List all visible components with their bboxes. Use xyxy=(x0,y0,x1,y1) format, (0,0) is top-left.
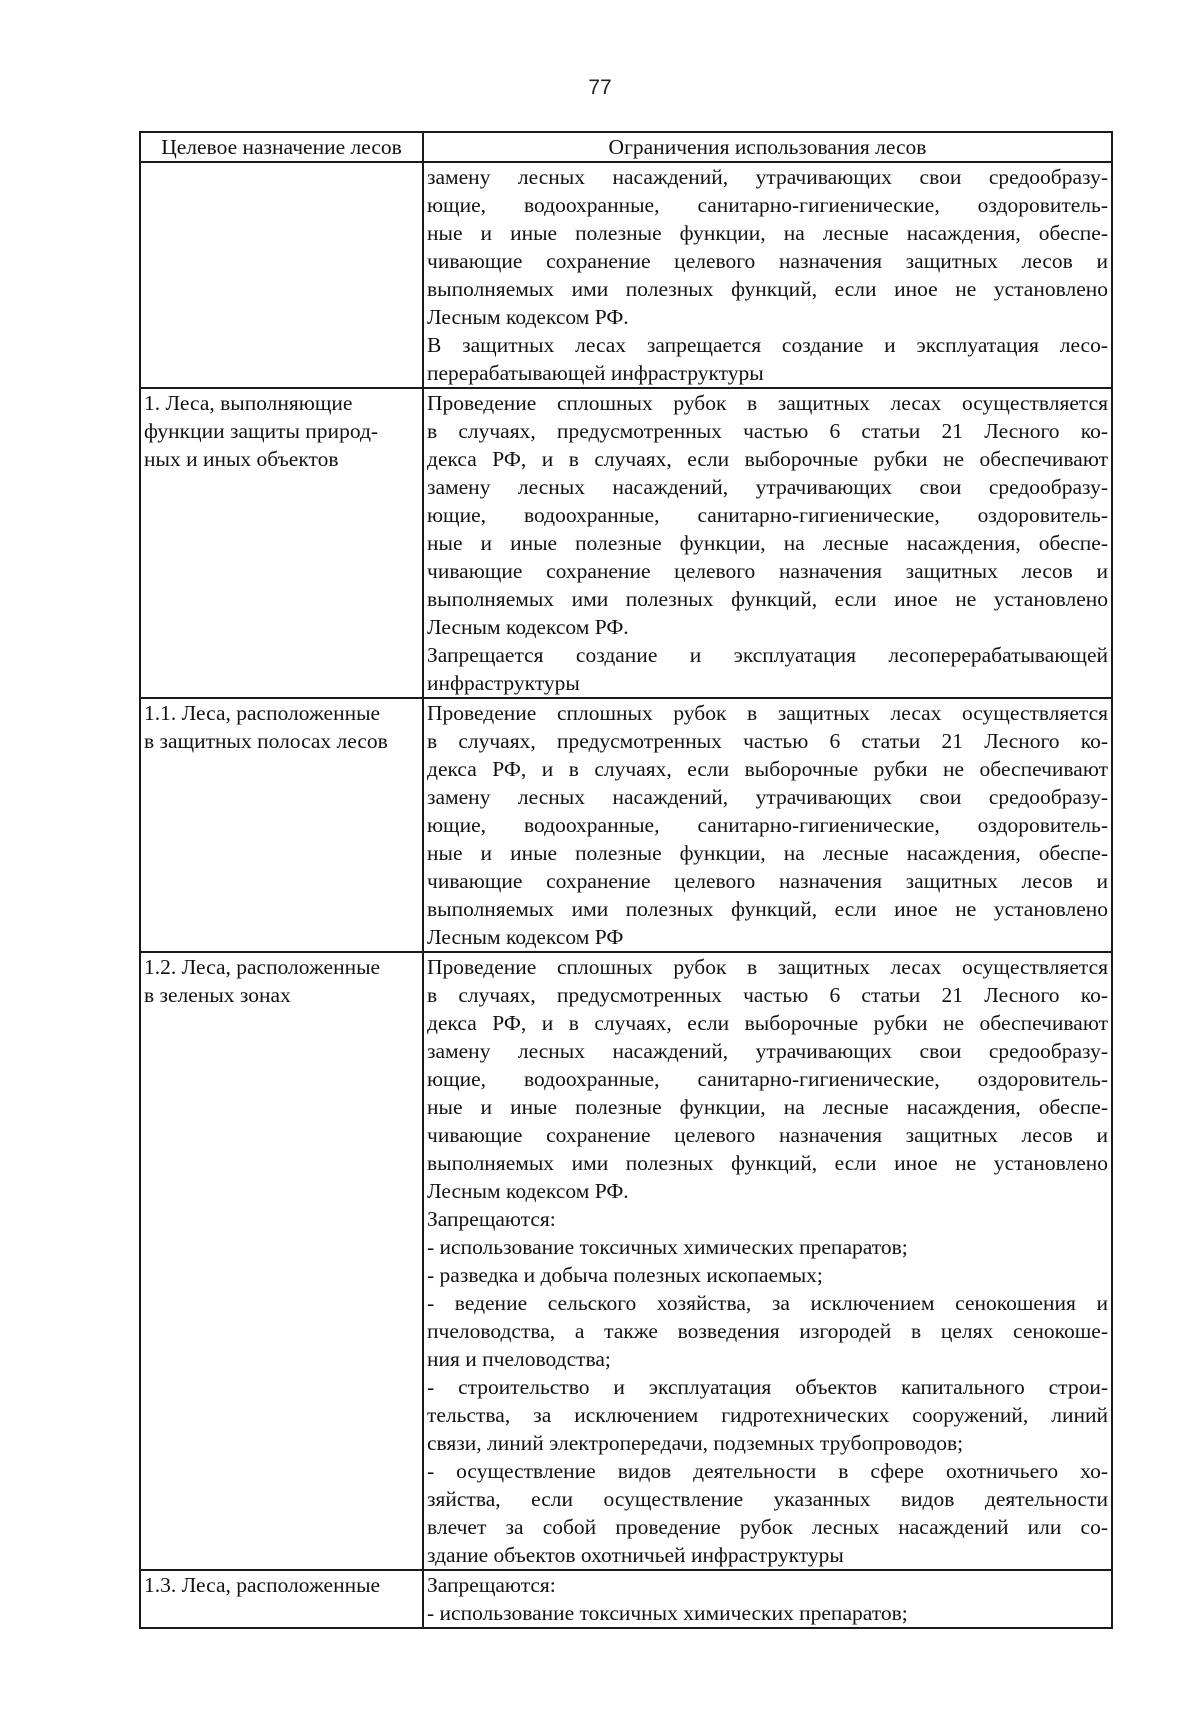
purpose-line: 1. Леса, выполняющие xyxy=(144,391,353,415)
restriction-line: в случаях, предусмотренных частью 6 статьи 21 Лесного ко- xyxy=(427,729,1108,753)
restriction-line: Проведение сплошных рубок в защитных лесах осуществляется xyxy=(427,955,1108,979)
restriction-line: - осуществление видов деятельности в сфере охотничьего хо- xyxy=(427,1459,1108,1483)
restriction-line: ные и иные полезные функции, на лесные насаждения, обеспе- xyxy=(427,531,1108,555)
table-row xyxy=(140,1570,1112,1628)
table-header xyxy=(140,132,1112,162)
header-restrictions: Ограничения использования лесов xyxy=(423,132,1112,162)
purpose-line: 1.3. Леса, расположенные xyxy=(144,1573,381,1597)
table-body xyxy=(140,162,1112,1628)
purpose-cell xyxy=(140,1570,423,1628)
restriction-line: пчеловодства, а также возведения изгородей в целях сенокоше- xyxy=(427,1319,1108,1343)
purpose-line: функции защиты природ- xyxy=(144,419,379,443)
restriction-line: - ведение сельского хозяйства, за исключением сенокошения и xyxy=(427,1291,1108,1315)
restriction-line: - строительство и эксплуатация объектов капитального строи- xyxy=(427,1375,1108,1399)
restriction-line: ющие, водоохранные, санитарно-гигиенические, оздоровитель- xyxy=(427,1067,1108,1091)
restriction-line: Проведение сплошных рубок в защитных лесах осуществляется xyxy=(427,701,1108,725)
restriction-line: ные и иные полезные функции, на лесные насаждения, обеспе- xyxy=(427,221,1108,245)
forest-restrictions-table xyxy=(139,131,1113,1629)
restriction-line: замену лесных насаждений, утрачивающих свои средообразу- xyxy=(427,475,1108,499)
table-header-row xyxy=(140,132,1112,162)
restriction-line: декса РФ, и в случаях, если выборочные рубки не обеспечивают xyxy=(427,447,1108,471)
purpose-cell xyxy=(140,698,423,952)
restriction-line: чивающие сохранение целевого назначения защитных лесов и xyxy=(427,869,1108,893)
restriction-line: зяйства, если осуществление указанных видов деятельности xyxy=(427,1487,1108,1511)
restriction-line: В защитных лесах запрещается создание и эксплуатация лесо- xyxy=(427,333,1108,357)
restriction-line: тельства, за исключением гидротехнических сооружений, линий xyxy=(427,1403,1108,1427)
restriction-line: здание объектов охотничьей инфраструктуры xyxy=(427,1543,844,1567)
purpose-line: в защитных полосах лесов xyxy=(144,729,388,753)
restriction-line: влечет за собой проведение рубок лесных насаждений или со- xyxy=(427,1515,1108,1539)
restriction-line: - использование токсичных химических препаратов; xyxy=(427,1235,908,1259)
restriction-line: инфраструктуры xyxy=(427,671,580,695)
purpose-cell xyxy=(140,162,423,388)
restriction-line: Лесным кодексом РФ. xyxy=(427,305,629,329)
purpose-line: ных и иных объектов xyxy=(144,447,339,471)
restriction-line: замену лесных насаждений, утрачивающих свои средообразу- xyxy=(427,1039,1108,1063)
table-row xyxy=(140,952,1112,1570)
restrictions-cell xyxy=(423,1570,1112,1628)
table-row xyxy=(140,162,1112,388)
purpose-line: в зеленых зонах xyxy=(144,983,291,1007)
restriction-line: Запрещаются: xyxy=(427,1573,556,1597)
restriction-line: чивающие сохранение целевого назначения защитных лесов и xyxy=(427,1123,1108,1147)
restriction-line: ющие, водоохранные, санитарно-гигиенические, оздоровитель- xyxy=(427,503,1108,527)
restriction-line: ные и иные полезные функции, на лесные насаждения, обеспе- xyxy=(427,841,1108,865)
purpose-cell xyxy=(140,952,423,1570)
restriction-line: замену лесных насаждений, утрачивающих свои средообразу- xyxy=(427,785,1108,809)
restriction-line: декса РФ, и в случаях, если выборочные рубки не обеспечивают xyxy=(427,757,1108,781)
restriction-line: - разведка и добыча полезных ископаемых; xyxy=(427,1263,823,1287)
restriction-line: в случаях, предусмотренных частью 6 статьи 21 Лесного ко- xyxy=(427,983,1108,1007)
restriction-line: Лесным кодексом РФ xyxy=(427,925,624,949)
page-number: 77 xyxy=(588,76,612,99)
restriction-line: ющие, водоохранные, санитарно-гигиенические, оздоровитель- xyxy=(427,813,1108,837)
restriction-line: чивающие сохранение целевого назначения защитных лесов и xyxy=(427,249,1108,273)
restriction-line: выполняемых ими полезных функций, если иное не установлено xyxy=(427,897,1108,921)
restriction-line: выполняемых ими полезных функций, если иное не установлено xyxy=(427,1151,1108,1175)
table-row xyxy=(140,388,1112,698)
restriction-line: ния и пчеловодства; xyxy=(427,1347,611,1371)
restriction-line: - использование токсичных химических препаратов; xyxy=(427,1601,908,1625)
restriction-line: выполняемых ими полезных функций, если иное не установлено xyxy=(427,587,1108,611)
restriction-line: ющие, водоохранные, санитарно-гигиенические, оздоровитель- xyxy=(427,193,1108,217)
restriction-line: Лесным кодексом РФ. xyxy=(427,1179,629,1203)
restriction-line: Проведение сплошных рубок в защитных лесах осуществляется xyxy=(427,391,1108,415)
purpose-line: 1.1. Леса, расположенные xyxy=(144,701,381,725)
restriction-line: ные и иные полезные функции, на лесные насаждения, обеспе- xyxy=(427,1095,1108,1119)
restrictions-cell xyxy=(423,388,1112,698)
restriction-line: выполняемых ими полезных функций, если иное не установлено xyxy=(427,277,1108,301)
restriction-line: в случаях, предусмотренных частью 6 статьи 21 Лесного ко- xyxy=(427,419,1108,443)
restrictions-cell xyxy=(423,952,1112,1570)
restriction-line: Запрещается создание и эксплуатация лесоперерабатывающей xyxy=(427,643,1108,667)
table-row xyxy=(140,698,1112,952)
header-purpose: Целевое назначение лесов xyxy=(140,132,423,162)
restriction-line: чивающие сохранение целевого назначения защитных лесов и xyxy=(427,559,1108,583)
restriction-line: декса РФ, и в случаях, если выборочные рубки не обеспечивают xyxy=(427,1011,1108,1035)
restriction-line: замену лесных насаждений, утрачивающих свои средообразу- xyxy=(427,165,1108,189)
restriction-line: связи, линий электропередачи, подземных трубопроводов; xyxy=(427,1431,964,1455)
restrictions-cell xyxy=(423,162,1112,388)
restriction-line: перерабатывающей инфраструктуры xyxy=(427,361,764,385)
purpose-line: 1.2. Леса, расположенные xyxy=(144,955,381,979)
restrictions-cell xyxy=(423,698,1112,952)
restriction-line: Запрещаются: xyxy=(427,1207,556,1231)
restriction-line: Лесным кодексом РФ. xyxy=(427,615,629,639)
purpose-cell xyxy=(140,388,423,698)
